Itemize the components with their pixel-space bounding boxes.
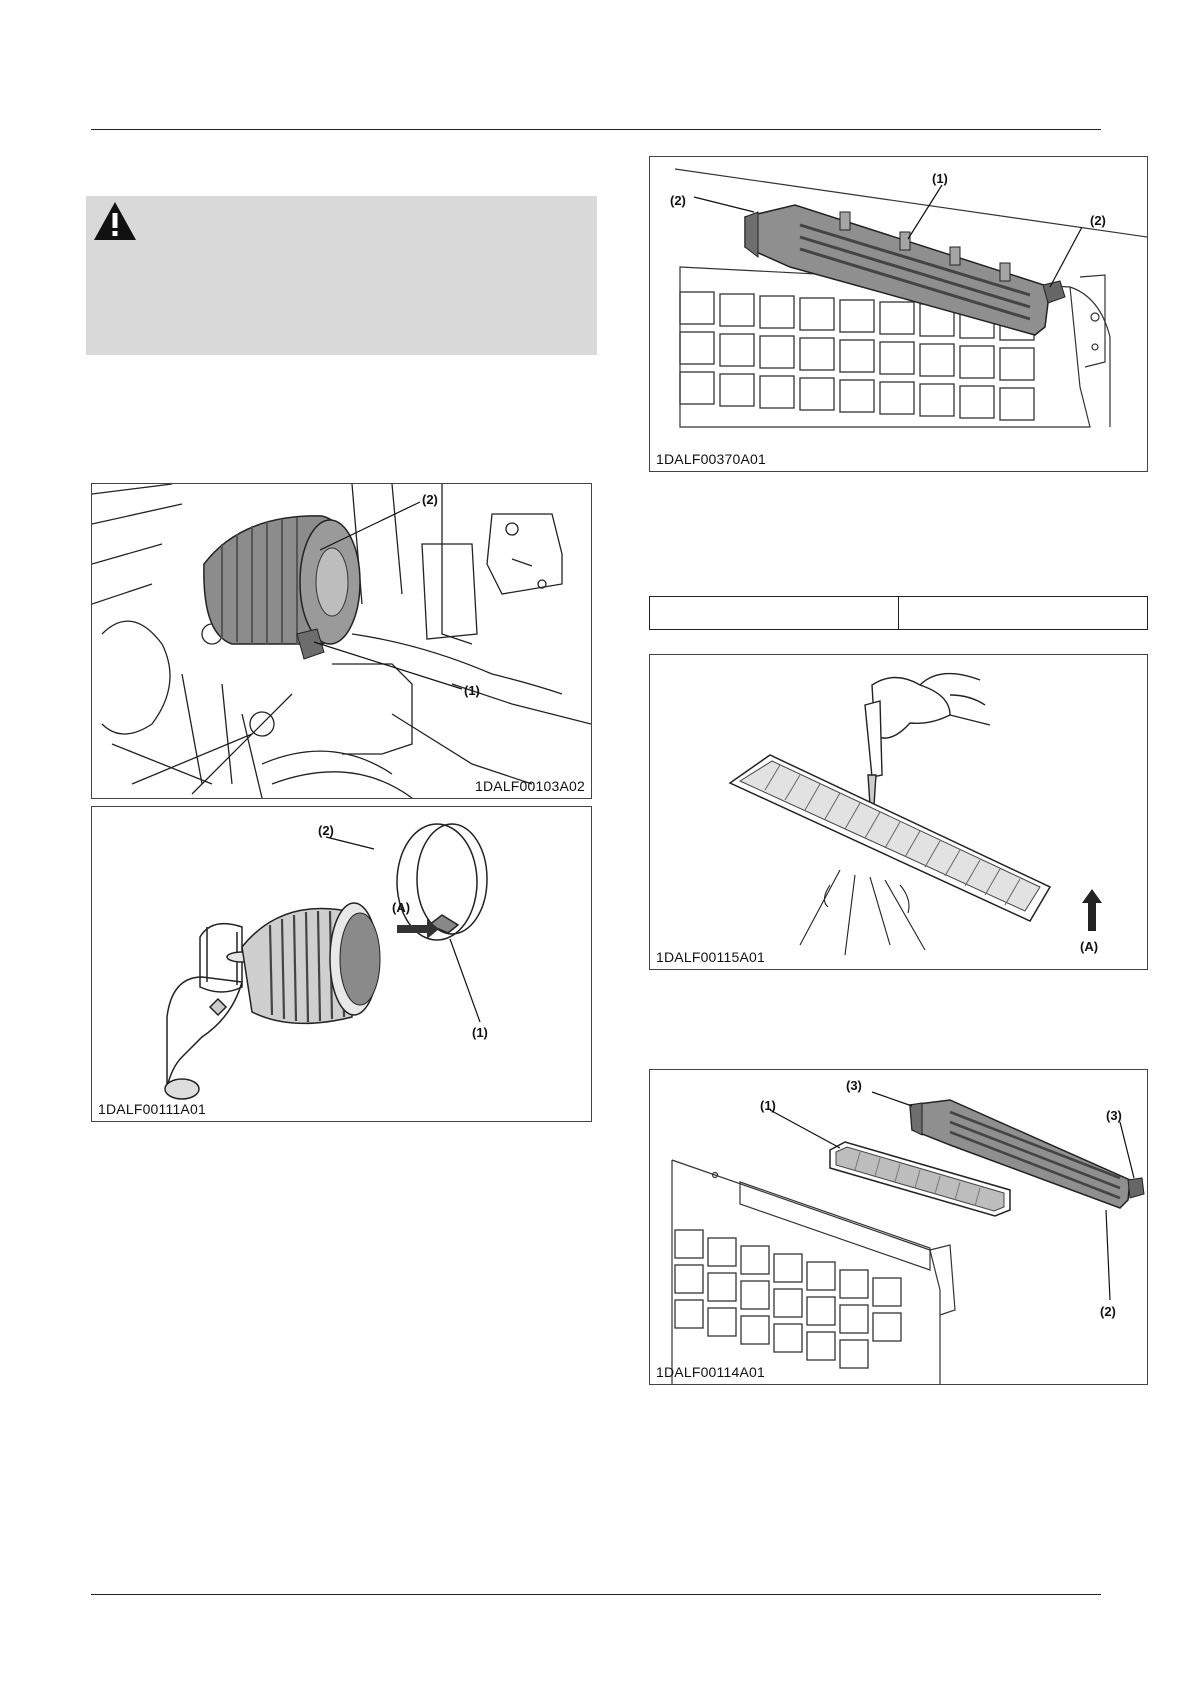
filter-removal-illustration	[650, 1070, 1147, 1384]
footer-rule	[91, 1594, 1101, 1595]
air-gun-hand	[865, 674, 990, 805]
figure-filter-removal	[649, 1069, 1148, 1385]
clamp-band	[397, 824, 487, 940]
callout-1: (1)	[760, 1098, 776, 1113]
callout-2-left: (2)	[670, 193, 686, 208]
mesh-grid	[675, 1230, 901, 1368]
callout-2-right: (2)	[1090, 213, 1106, 228]
header-rule	[91, 129, 1101, 130]
figure-air-cleaner-clamp	[91, 806, 592, 1122]
callout-1: (1)	[472, 1025, 488, 1040]
callout-3-left: (3)	[846, 1078, 862, 1093]
callout-2: (2)	[1100, 1304, 1116, 1319]
air-cleaner-body	[204, 516, 360, 659]
figure-cabin-filter-cover	[649, 156, 1148, 472]
filter-cleaning-illustration	[650, 655, 1147, 969]
warning-triangle-icon	[92, 200, 138, 242]
upward-arrow	[1082, 889, 1102, 931]
figure-code: 1DALF00370A01	[656, 451, 767, 467]
figure-code: 1DALF00114A01	[656, 1364, 765, 1380]
warning-box	[86, 196, 597, 355]
cabin-filter-cover-illustration	[650, 157, 1147, 471]
filter-cover	[745, 205, 1065, 335]
figure-code: 1DALF00103A02	[474, 778, 585, 794]
callout-1: (1)	[464, 683, 480, 698]
callout-2: (2)	[318, 823, 334, 838]
callout-3-right: (3)	[1106, 1108, 1122, 1123]
spec-cell-left	[650, 597, 898, 629]
callout-2: (2)	[422, 492, 438, 507]
spec-cell-right	[898, 597, 1147, 629]
figure-code: 1DALF00115A01	[656, 949, 765, 965]
air-cleaner-clamp-illustration	[92, 807, 591, 1121]
filter-element	[730, 755, 1050, 921]
callout-a: (A)	[392, 900, 411, 915]
callout-a: (A)	[1080, 939, 1099, 954]
spec-table	[649, 596, 1148, 630]
callout-1: (1)	[932, 171, 948, 186]
figure-filter-cleaning	[649, 654, 1148, 970]
engine-compartment-illustration	[92, 484, 591, 798]
figure-code: 1DALF00111A01	[98, 1101, 206, 1117]
figure-air-cleaner-location	[91, 483, 592, 799]
